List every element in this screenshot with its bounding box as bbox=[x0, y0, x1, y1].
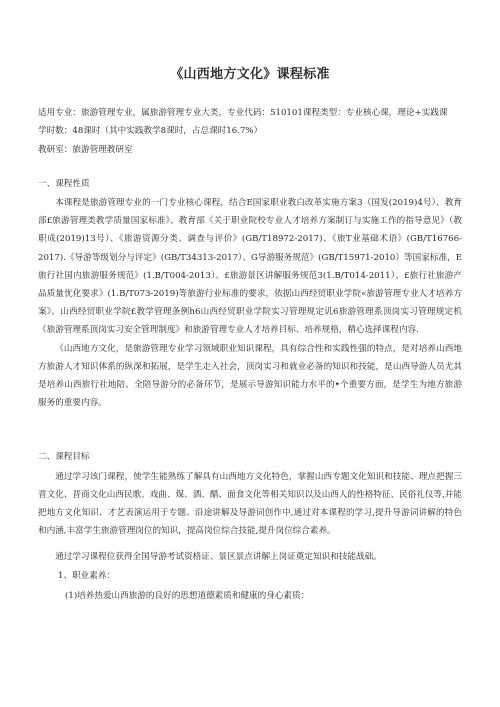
meta-line-major: 适用专业：旅游管理专业，属旅游管理专业大类，专业代码：510101课程类型：专业核心课，理论+实践课 bbox=[38, 108, 448, 119]
meta-line-hours: 学时数：48课时（其中实践教学8课时，占总课时16.7%） bbox=[38, 126, 263, 137]
section-nature-paragraph: 本课程是旅游管理专业的一门专业核心课程，结合E国家职业教白改革实施方案3（国发(2019)4号）、教育部£旅游管理类教学质量国家标准》、教育部《关于职业院校专业人才培养方案制订与实施工作的指导意见》（教职成(2019)13号）、《旅游资源分类、调查与评价》(GB/T18972-2017)、《旅T业基础术语》(GB/T16766-2017).《导游等级划分与评定》(GB/T34313-2017）、G导游服务规范》(GB/T15971-2010）等国家标准，E旅行社国内旅游服务规范》(1.B/T004-2013）、£旅游景区讲解服务规范3(1.B/T014-2011）、£旅行社旅游产品质量优化要求》(1.B/T073-2019)等旅游行业标准的要求，依据山西经贸职业学院«旅游管理专业人才培养方案》、山西经贸职业学院£教学管理条例h6山西经贸职业学院实习管理规定讥6旅游管理系顶岗实习管理规定机《旅游管理系顶岗实习安全管理制度》和旅游管理专业人才培养目标、培养规格，精心选择课程内容. bbox=[38, 198, 462, 336]
section-nature-paragraph: 《山西地方文化，是旅游管理专业学习领域职业知识课程，具有综合性和实践性强的特点，是对培养山西地方旅游人才知识体系的纵深和拓展，是学生走入社会，顶岗实习和就业必备的知识和技能，是山西导游人员尤其是培养山西旅行社地陪、全陪导游分的必备环节，是展示导游知识能力水平的•个重要方面，是学生为地方旅游服务的重要内容。 bbox=[38, 343, 462, 409]
course-meta bbox=[38, 104, 462, 159]
document-title: 《山西地方文化》课程标准 bbox=[170, 67, 330, 82]
sub-item-quality-1: (1)培养热爱山西旅游的良好的思想道德素质和健康的身心素质： bbox=[65, 590, 310, 601]
section-heading-goals: 二、课程目标 bbox=[38, 452, 90, 463]
meta-line-office: 教研室：旅游管理教研室 bbox=[38, 144, 133, 155]
sub-heading-professional-quality: 1、职业素养： bbox=[58, 570, 116, 581]
section-heading-nature: 一、课程性质 bbox=[38, 178, 90, 189]
section-goals-paragraph: 通过学习课程位获得全国导游考试资格证、景区景点讲解上岗证奠定知识和技能战础。 bbox=[55, 552, 382, 563]
section-goals-paragraph: 通过学习该门课程，使学生能熟练了解具有山西地方文化特色，掌握山西专题文化知识和技能、理点把握三晋文化、晋商文化山西民歌、戏曲、煤、酒、醋、面食文化等相关知识以及山西人的性格特征、民俗礼仪等,并能把地方文化知识、才艺表演运用于专题、沿途讲解及导游词创作中,通过对本课程的学习,提升导游词讲解的特色和内涵,丰富学生旅游管理岗位的知识，提高岗位综合技能,提升岗位综合素养。 bbox=[38, 471, 462, 537]
